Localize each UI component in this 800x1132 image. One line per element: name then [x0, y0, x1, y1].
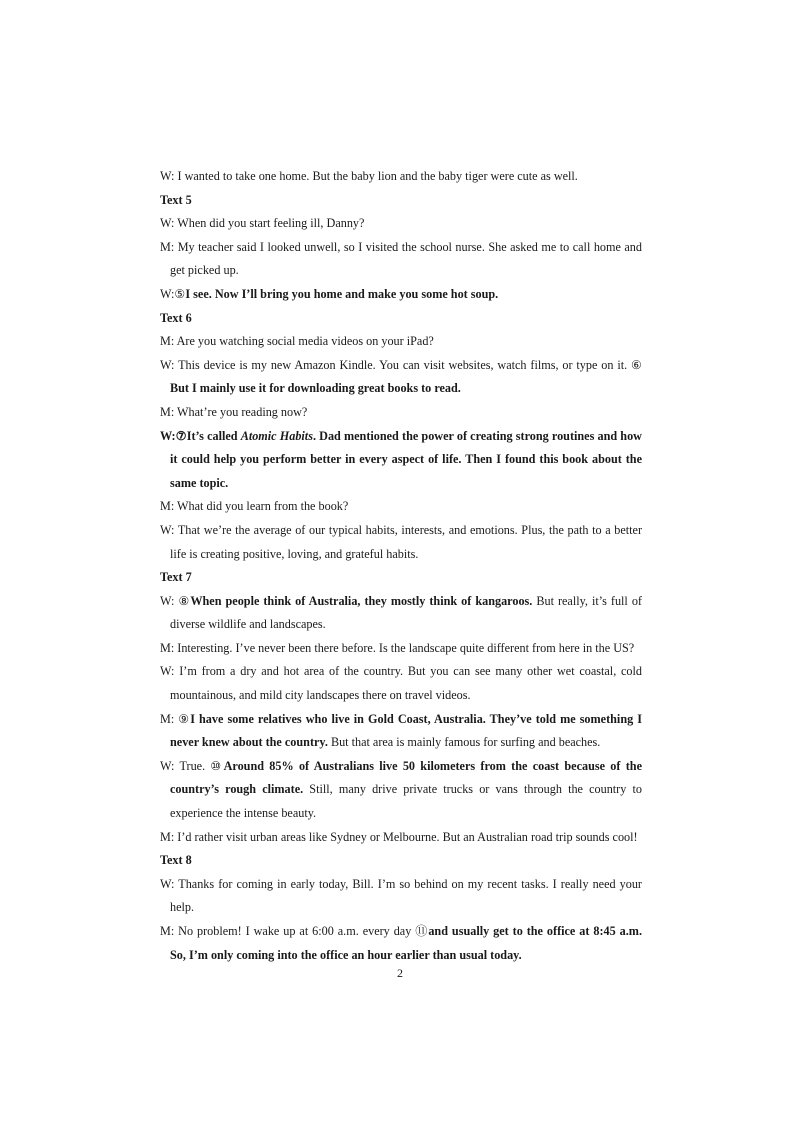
line-m-school-nurse: M: My teacher said I looked unwell, so I visited the school nurse. She asked me to call home and get picked up.	[160, 239, 642, 278]
line-w-kindle: W: This device is my new Amazon Kindle. You can visit websites, watch films, or type on it. ⑥ But I mainly use it for downloading great books to read.	[160, 357, 642, 396]
section-heading-text-5: Text 5	[160, 192, 192, 207]
line-w-dry-hot: W: I’m from a dry and hot area of the country. But you can see many other wet coastal, cold mountainous, and mild city landscapes there on travel videos.	[160, 664, 642, 703]
line-m-no-problem: M: No problem! I wake up at 6:00 a.m. every day ⑪and usually get to the office at 8:45 a.m. So, I’m only coming into the office an hour earlier than usual today.	[160, 924, 642, 962]
page-number: 2	[397, 966, 403, 980]
line-w-habits: W: That we’re the average of our typical habits, interests, and emotions. Plus, the path to a better life is creating positive, loving, and grateful habits.	[160, 522, 642, 561]
line-w-coast-climate: W: True. ⑩Around 85% of Australians live 50 kilometers from the coast because of the country’s rough climate. Still, many drive private trucks or vans through the country to experience the intense beauty.	[160, 758, 642, 821]
line-w-kangaroos: W: ⑧When people think of Australia, they mostly think of kangaroos. But really, it’s full of diverse wildlife and landscapes.	[160, 593, 642, 632]
line-m-social-media: M: Are you watching social media videos on your iPad?	[160, 334, 434, 349]
line-w-baby-animals: W: I wanted to take one home. But the baby lion and the baby tiger were cute as well.	[160, 169, 578, 183]
line-m-urban-areas: M: I’d rather visit urban areas like Sydney or Melbourne. But an Australian road trip sounds cool!	[160, 829, 638, 844]
key-sentence-8: When people think of Australia, they mostly think of kangaroos.	[190, 593, 533, 608]
transcript-body	[160, 165, 642, 967]
book-title: Atomic Habits	[240, 428, 313, 443]
line-w-atomic-habits: W:⑦It’s called Atomic Habits. Dad mentioned the power of creating strong routines and how it could help you perform better in every aspect of life. Then I found this book about the same topic.	[160, 428, 642, 490]
section-heading-text-8: Text 8	[160, 853, 192, 868]
line-m-reading-now: M: What’re you reading now?	[160, 404, 308, 419]
section-heading-text-7: Text 7	[160, 570, 192, 585]
line-m-learn: M: What did you learn from the book?	[160, 499, 349, 514]
key-sentence-9: I have some relatives who live in Gold Coast, Australia. They’ve told me something I never knew about the country.	[170, 711, 642, 750]
section-heading-text-6: Text 6	[160, 310, 192, 325]
key-sentence-5: I see. Now I’ll bring you home and make you some hot soup.	[185, 286, 499, 301]
key-sentence-11: and usually get to the office at 8:45 a.m. So, I’m only coming into the office an hour earlier than usual today.	[170, 924, 642, 962]
line-w-thanks-bill: W: Thanks for coming in early today, Bill. I’m so behind on my recent tasks. I really need your help.	[160, 876, 642, 915]
line-w-hot-soup: W:⑤I see. Now I’ll bring you home and make you some hot soup.	[160, 286, 499, 301]
key-sentence-6: But I mainly use it for downloading great books to read.	[170, 381, 461, 396]
line-m-landscape: M: Interesting. I’ve never been there before. Is the landscape quite different from here in the US?	[160, 640, 635, 655]
key-sentence-10: Around 85% of Australians live 50 kilometers from the coast because of the country’s rough climate.	[170, 758, 642, 797]
line-m-gold-coast: M: ⑨I have some relatives who live in Gold Coast, Australia. They’ve told me something I never knew about the country. But that area is mainly famous for surfing and beaches.	[160, 711, 642, 750]
line-w-feeling-ill: W: When did you start feeling ill, Danny?	[160, 216, 365, 231]
